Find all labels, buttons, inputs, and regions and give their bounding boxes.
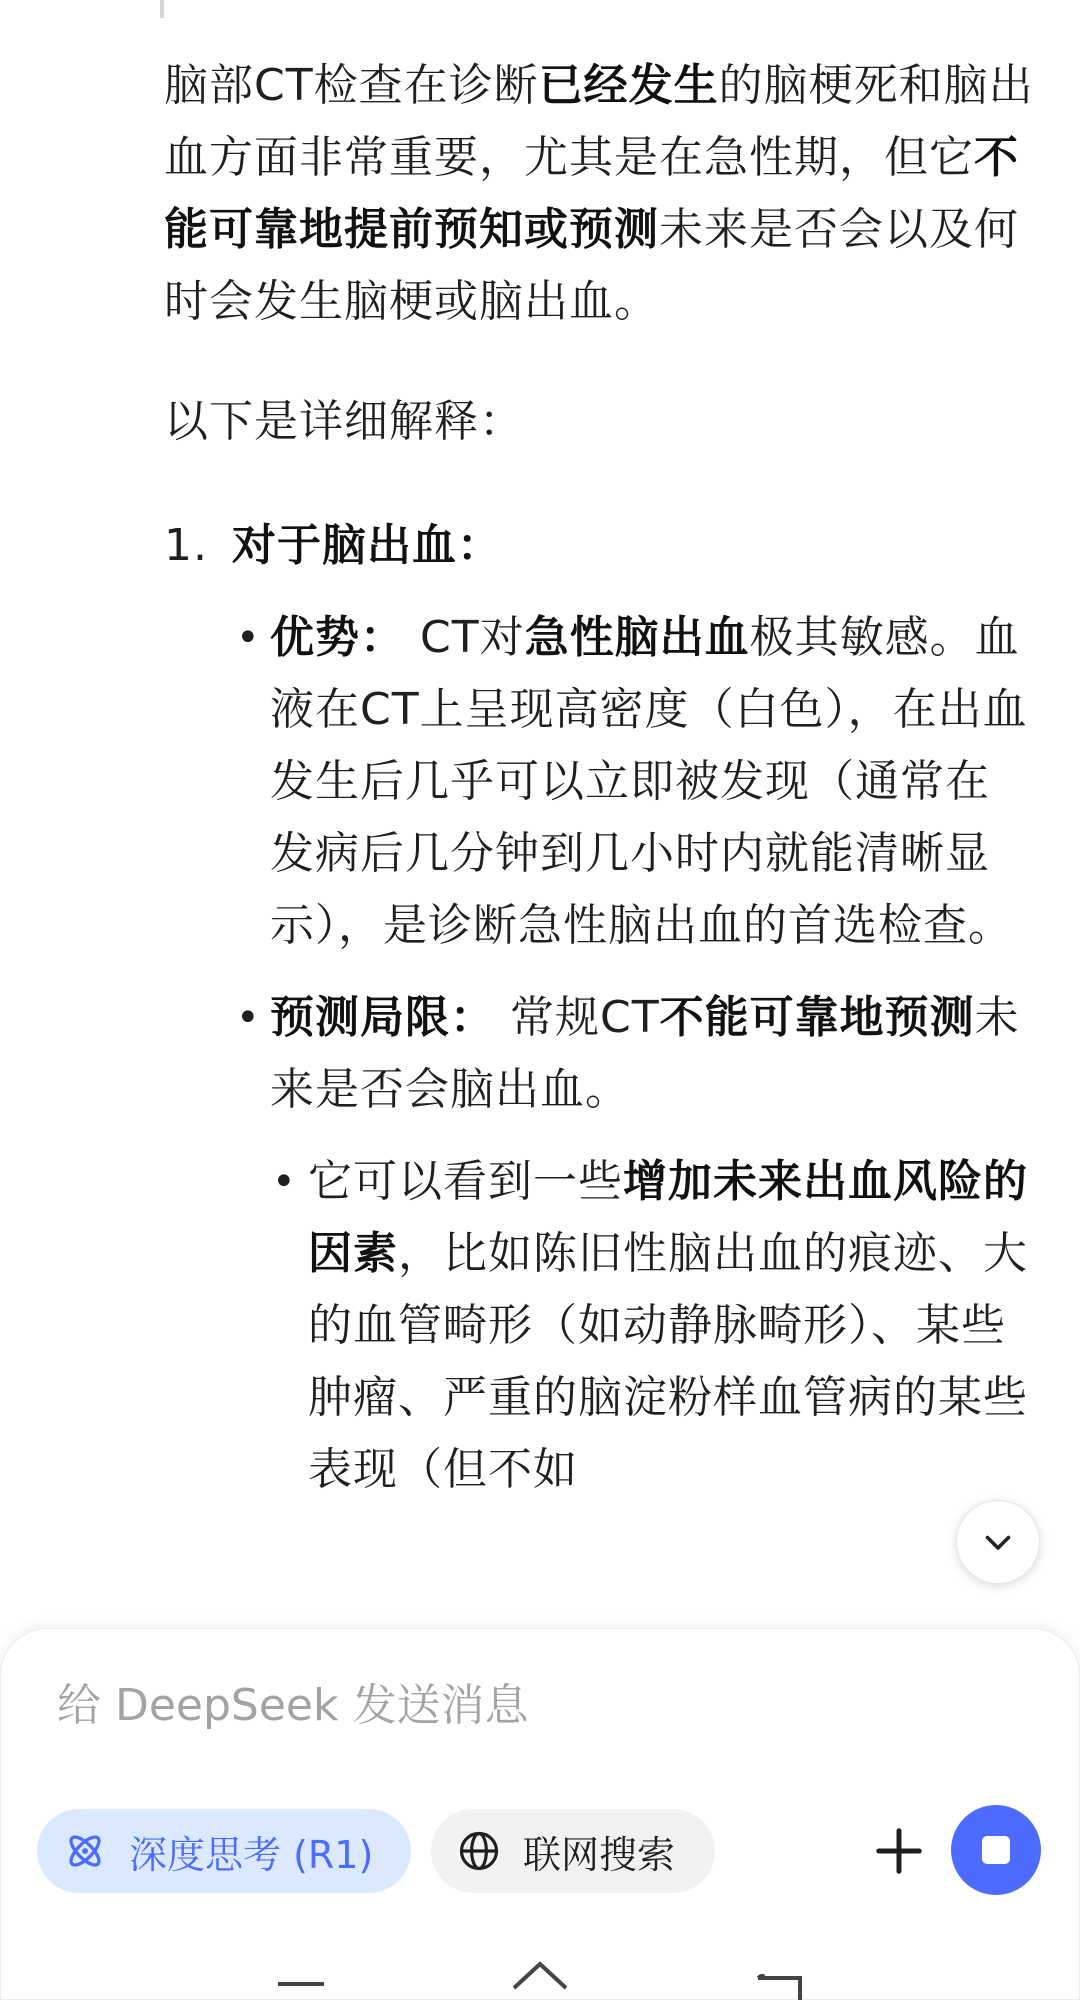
sub-bullet-item: • 它可以看到一些增加未来出血风险的因素，比如陈旧性脑出血的痕迹、大的血管畸形（如动静脉畸形）、某些肿瘤、严重的脑淀粉样血管病的某些表现（但不如 <box>164 1146 1034 1506</box>
bullet-item-advantage: • 优势： CT对急性脑出血极其敏感。血液在CT上呈现高密度（白色），在出血发生后几乎可以立即被发现（通常在发病后几分钟到几小时内就能清晰显示），是诊断急性脑出血的首选检查。 <box>164 602 1034 962</box>
scroll-to-bottom-button[interactable] <box>956 1500 1040 1584</box>
chevron-down-icon <box>980 1524 1016 1560</box>
atom-icon <box>63 1829 107 1873</box>
message-input[interactable] <box>55 1669 1019 1741</box>
web-search-toggle[interactable] <box>431 1809 715 1893</box>
message-lead: 以下是详细解释： <box>164 396 524 447</box>
message-paragraph: 脑部CT检查在诊断已经发生的脑梗死和脑出血方面非常重要，尤其是在急性期，但它不能可靠地提前预知或预测未来是否会以及何时会发生脑梗或脑出血。 <box>164 60 1034 327</box>
deepthink-label: 深度思考 (R1) <box>129 1832 374 1877</box>
add-attachment-button[interactable] <box>857 1809 941 1893</box>
bullet-dot: • <box>272 1159 297 1205</box>
bold-text: 不能可靠地提前预知或预测 <box>164 132 1019 255</box>
back-icon[interactable] <box>754 1974 804 2000</box>
quote-bar <box>160 0 164 18</box>
bold-text: 不能可靠地预测 <box>659 992 975 1043</box>
deepthink-toggle[interactable] <box>37 1809 411 1893</box>
message-composer <box>0 1628 1080 2000</box>
list-number: 1. <box>164 520 208 571</box>
assistant-message <box>164 50 1034 1506</box>
list-item-title: 对于脑出血： <box>232 520 502 571</box>
stop-icon <box>982 1836 1010 1864</box>
globe-icon <box>457 1829 501 1873</box>
stop-generation-button[interactable] <box>951 1805 1041 1895</box>
bullet-item-limitation: • 预测局限： 常规CT不能可靠地预测未来是否会脑出血。 <box>164 982 1034 1126</box>
menu-icon[interactable] <box>276 1974 326 2000</box>
bullet-label: 预测局限： <box>270 992 495 1043</box>
web-search-label: 联网搜索 <box>523 1832 676 1877</box>
bullet-dot: • <box>236 615 261 661</box>
bold-text: 增加未来出血风险的因素 <box>308 1156 1028 1279</box>
bold-text: 急性脑出血 <box>524 612 750 663</box>
list-item-1 <box>164 510 1034 582</box>
system-navigation-bar <box>0 1960 1080 2000</box>
bullet-dot: • <box>236 995 261 1041</box>
bullet-label: 优势： <box>270 612 405 663</box>
bold-text: 已经发生 <box>538 60 719 111</box>
home-icon[interactable] <box>510 1960 570 2000</box>
plus-icon <box>872 1824 926 1878</box>
